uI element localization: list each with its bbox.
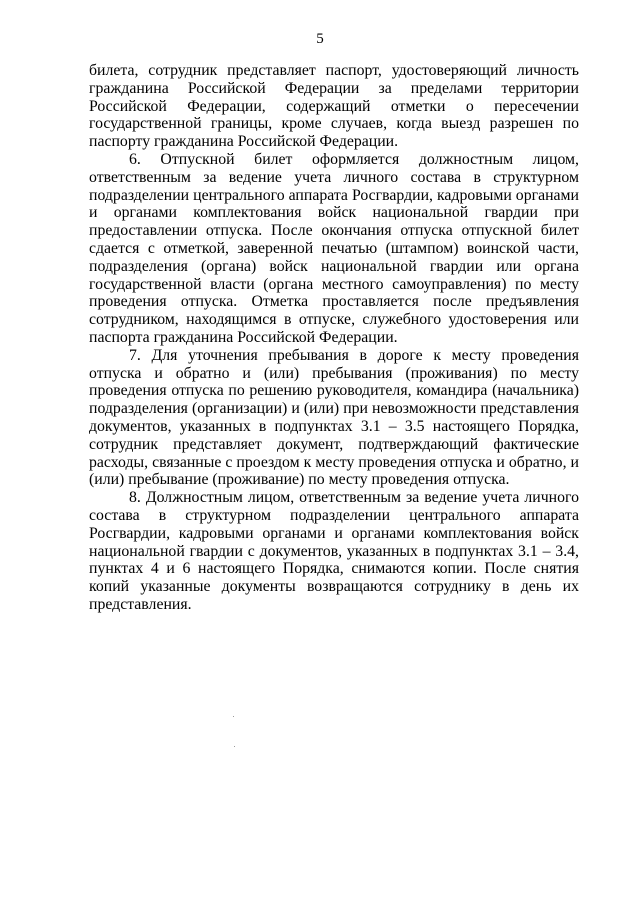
- scan-speck: [233, 716, 234, 717]
- scan-speck: [234, 746, 235, 747]
- paragraph-item-7: 7. Для уточнения пребывания в дороге к месту проведения отпуска и обратно и (или) пребывания (проживания) по месту проведения отпуска по решению руководителя, командира (начальника) подразделения (организации) и (или) при невозможности представления документов, указанных в подпунктах 3.1 – 3.5 настоящего Порядка, сотрудник представляет документ, подтверждающий фактические расходы, связанные с проездом к месту проведения отпуска и обратно, и (или) пребывание (проживание) по месту проведения отпуска.: [89, 346, 579, 489]
- paragraph-continuation: билета, сотрудник представляет паспорт, удостоверяющий личность гражданина Российской Федерации за пределами территории Российской Федерации, содержащий отметки о пересечении государственной границы, кроме случаев, когда выезд разрешен по паспорту гражданина Российской Федерации.: [89, 62, 579, 151]
- paragraph-item-8: 8. Должностным лицом, ответственным за ведение учета личного состава в структурном подразделении центрального аппарата Росгвардии, кадровыми органами и органами комплектования войск национальной гвардии с документов, указанных в подпунктах 3.1 – 3.4, пунктах 4 и 6 настоящего Порядка, снимаются копии. После снятия копий указанные документы возвращаются сотруднику в день их представления.: [89, 489, 579, 613]
- paragraph-item-6: 6. Отпускной билет оформляется должностным лицом, ответственным за ведение учета личного состава в структурном подразделении центрального аппарата Росгвардии, кадровыми органами и органами комплектования войск национальной гвардии при предоставлении отпуска. После окончания отпуска отпускной билет сдается с отметкой, заверенной печатью (штампом) воинской части, подразделения (органа) войск национальной гвардии или органа государственной власти (органа местного самоуправления) по месту проведения отпуска. Отметка проставляется после предъявления сотрудником, находящимся в отпуске, служебного удостоверения или паспорта гражданина Российской Федерации.: [89, 150, 579, 346]
- page-number: 5: [316, 31, 324, 47]
- document-body: [89, 62, 579, 614]
